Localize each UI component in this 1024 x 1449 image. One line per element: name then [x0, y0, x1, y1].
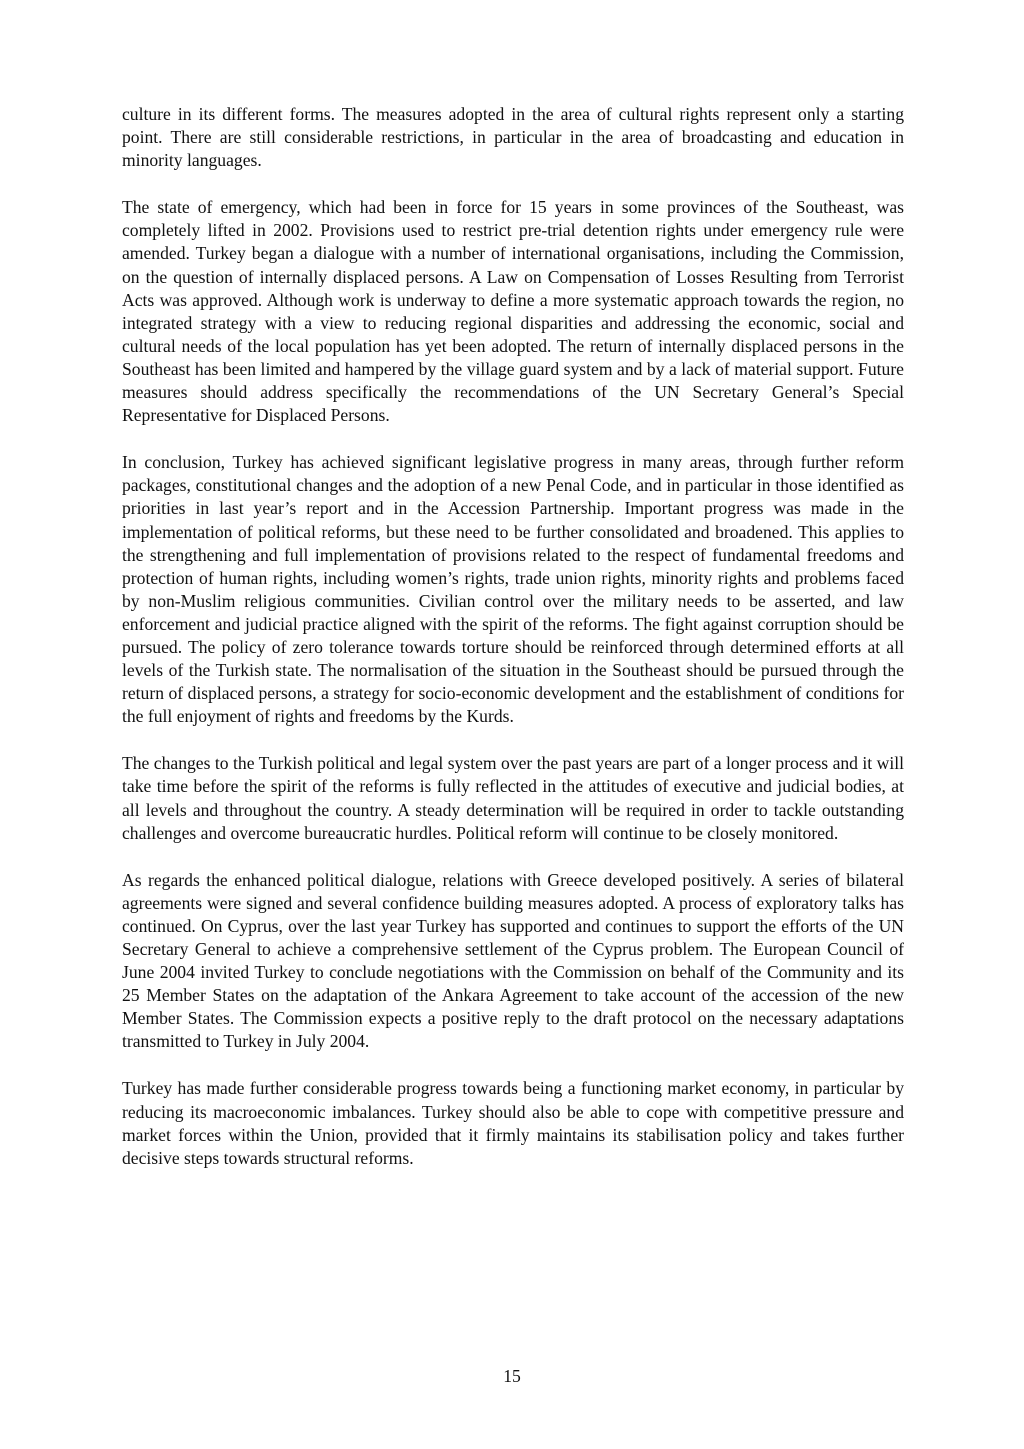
paragraph-state-of-emergency: The state of emergency, which had been in force for 15 years in some provinces of the Southeast, was completely lifted in 2002. Provisions used to restrict pre-trial detention rights under emergency rule were amended. Turkey began a dialogue with a number of international organisations, including the Commission, on the question of internally displaced persons. A Law on Compensation of Losses Resulting from Terrorist Acts was approved. Although work is underway to define a more systematic approach towards the region, no integrated strategy with a view to reducing regional disparities and addressing the economic, social and cultural needs of the local population has yet been adopted. The return of internally displaced persons in the Southeast has been limited and hampered by the village guard system and by a lack of material support. Future measures should address specifically the recommendations of the UN Secretary General’s Special Representative for Displaced Persons.: [122, 197, 904, 426]
paragraph-conclusion: In conclusion, Turkey has achieved significant legislative progress in many areas, through further reform packages, constitutional changes and the adoption of a new Penal Code, and in particular in those identified as priorities in last year’s report and in the Accession Partnership. Important progress was made in the implementation of political reforms, but these need to be further consolidated and broadened. This applies to the strengthening and full implementation of provisions related to the respect of fundamental freedoms and protection of human rights, including women’s rights, trade union rights, minority rights and problems faced by non-Muslim religious communities. Civilian control over the military needs to be asserted, and law enforcement and judicial practice aligned with the spirit of the reforms. The fight against corruption should be pursued. The policy of zero tolerance towards torture should be reinforced through determined efforts at all levels of the Turkish state. The normalisation of the situation in the Southeast should be pursued through the return of displaced persons, a strategy for socio-economic development and the establishment of conditions for the full enjoyment of rights and freedoms by the Kurds.: [122, 452, 904, 727]
paragraph-enhanced-political-dialogue: As regards the enhanced political dialogue, relations with Greece developed positively. A series of bilateral agreements were signed and several confidence building measures adopted. A process of exploratory talks has continued. On Cyprus, over the last year Turkey has supported and continues to support the efforts of the UN Secretary General to achieve a comprehensive settlement of the Cyprus problem. The European Council of June 2004 invited Turkey to conclude negotiations with the Commission on behalf of the Community and its 25 Member States on the adaptation of the Ankara Agreement to take account of the accession of the new Member States. The Commission expects a positive reply to the draft protocol on the necessary adaptations transmitted to Turkey in July 2004.: [122, 869, 904, 1052]
page-body: [122, 103, 904, 1194]
page-number: 15: [503, 1366, 521, 1386]
paragraph-cultural-rights: culture in its different forms. The measures adopted in the area of cultural rights represent only a starting point. There are still considerable restrictions, in particular in the area of broadcasting and education in minority languages.: [122, 104, 904, 171]
paragraph-market-economy: Turkey has made further considerable progress towards being a functioning market economy, in particular by reducing its macroeconomic imbalances. Turkey should also be able to cope with competitive pressure and market forces within the Union, provided that it firmly maintains its stabilisation policy and takes further decisive steps towards structural reforms.: [122, 1078, 904, 1168]
paragraph-political-legal-changes: The changes to the Turkish political and legal system over the past years are part of a longer process and it will take time before the spirit of the reforms is fully reflected in the attitudes of executive and judicial bodies, at all levels and throughout the country. A steady determination will be required in order to tackle outstanding challenges and overcome bureaucratic hurdles. Political reform will continue to be closely monitored.: [122, 753, 904, 843]
